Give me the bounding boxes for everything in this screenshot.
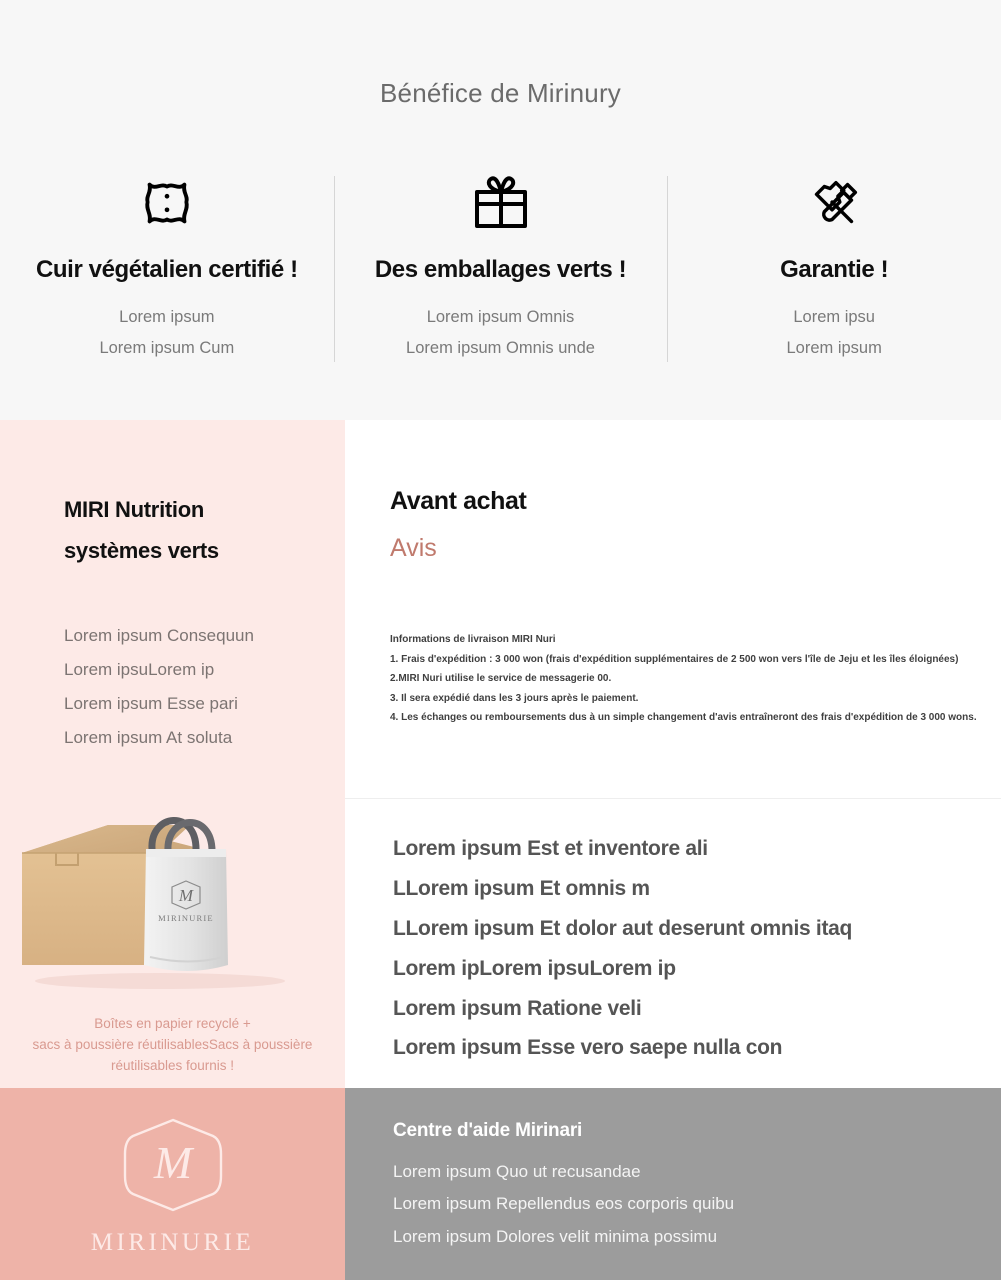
benefit-subtext xyxy=(352,302,650,363)
help-link[interactable]: Lorem ipsum Quo ut recusandae xyxy=(393,1162,641,1181)
help-link[interactable]: Lorem ipsum Repellendus eos corporis quibu xyxy=(393,1194,735,1214)
list-item: LLorem ipsum Et omnis m xyxy=(393,876,650,900)
list-item: Lorem ipLorem ipsuLorem ip xyxy=(393,956,676,980)
benefit-column-vegan-leather xyxy=(0,168,334,363)
shipping-info-line: 3. Il sera expédié dans les 3 jours après le paiement. xyxy=(390,692,639,704)
eco-panel-heading-line1: MIRI Nutrition xyxy=(64,497,204,522)
shipping-info-block xyxy=(390,630,1001,728)
eco-panel-heading xyxy=(0,490,345,571)
benefit-column-warranty xyxy=(667,168,1001,363)
benefit-subtext xyxy=(685,302,983,363)
list-item: Lorem ipsum Est et inventore ali xyxy=(393,837,708,860)
list-item: LLorem ipsum Et dolor aut deserunt omnis itaq xyxy=(393,916,853,940)
purchase-info-section xyxy=(345,420,1001,798)
svg-text:M: M xyxy=(178,886,194,906)
eco-caption-line1: Boîtes en papier recyclé + xyxy=(94,1016,251,1032)
page-title: Bénéfice de Mirinury xyxy=(380,78,621,108)
purchase-info-subtitle: Avis xyxy=(390,534,437,562)
list-item: Lorem ipsuLorem ip xyxy=(64,660,215,680)
list-item: Lorem ipsum Consequun xyxy=(64,626,254,646)
benefit-heading: Garantie ! xyxy=(780,256,889,283)
feature-list-section xyxy=(345,799,1001,1088)
footer-brand-panel xyxy=(0,1088,345,1280)
benefit-subtext-line2: Lorem ipsum Omnis unde xyxy=(406,338,595,357)
hexagon-monogram-icon xyxy=(109,1112,237,1220)
help-link[interactable]: Lorem ipsum Dolores velit minima possimu xyxy=(393,1226,718,1246)
eco-caption-line3: réutilisables fournis ! xyxy=(110,1058,235,1074)
list-item: Lorem ipsum Ratione veli xyxy=(393,996,642,1020)
brand-logo xyxy=(91,1112,254,1257)
benefit-subtext xyxy=(18,302,316,363)
eco-packaging-panel xyxy=(0,420,345,1088)
gift-box-icon xyxy=(352,168,650,240)
purchase-info-title: Avant achat xyxy=(390,487,527,515)
shipping-info-line: 4. Les échanges ou remboursements dus à un simple changement d'avis entraîneront des frais d'expédition de 3 000 wons. xyxy=(390,712,977,723)
benefit-heading: Des emballages verts ! xyxy=(374,256,627,283)
benefit-subtext-line1: Lorem ipsu xyxy=(793,308,875,326)
svg-text:MIRINURIE: MIRINURIE xyxy=(158,913,214,924)
eco-panel-list xyxy=(0,619,345,755)
brand-logo-name: MIRINURIE xyxy=(90,1228,255,1256)
eco-panel-heading-line2: systèmes verts xyxy=(64,537,219,563)
shipping-info-line: 1. Frais d'expédition : 3 000 won (frais d'expédition supplémentaires de 2 500 won vers l'île de Jeju et les îles éloignées) xyxy=(390,653,959,665)
benefit-column-green-packaging xyxy=(334,168,668,363)
footer-help-panel xyxy=(345,1088,1001,1280)
leather-hide-icon xyxy=(18,168,316,240)
benefit-subtext-line2: Lorem ipsum Cum xyxy=(99,338,235,357)
shipping-info-heading: Informations de livraison MIRI Nuri xyxy=(390,634,556,645)
shipping-info-line: 2.MIRI Nuri utilise le service de messagerie 00. xyxy=(390,673,612,684)
benefit-subtext-line1: Lorem ipsum xyxy=(119,308,215,326)
packaging-product-image xyxy=(0,785,345,1000)
list-item: Lorem ipsum Esse pari xyxy=(64,694,238,714)
benefits-columns xyxy=(0,168,1001,363)
benefit-heading: Cuir végétalien certifié ! xyxy=(35,256,298,283)
svg-text:M: M xyxy=(153,1136,192,1188)
eco-panel-caption xyxy=(0,1000,345,1077)
help-center-list xyxy=(393,1156,1001,1253)
benefit-subtext-line2: Lorem ipsum xyxy=(786,338,882,357)
hammer-screwdriver-icon xyxy=(685,168,983,240)
benefit-subtext-line1: Lorem ipsum Omnis xyxy=(426,308,575,326)
list-item: Lorem ipsum At soluta xyxy=(64,728,233,748)
help-center-title: Centre d'aide Mirinari xyxy=(393,1120,583,1141)
benefits-section xyxy=(0,0,1001,420)
eco-caption-line2: sacs à poussière réutilisablesSacs à poussière xyxy=(32,1037,313,1053)
list-item: Lorem ipsum Esse vero saepe nulla con xyxy=(393,1036,783,1060)
